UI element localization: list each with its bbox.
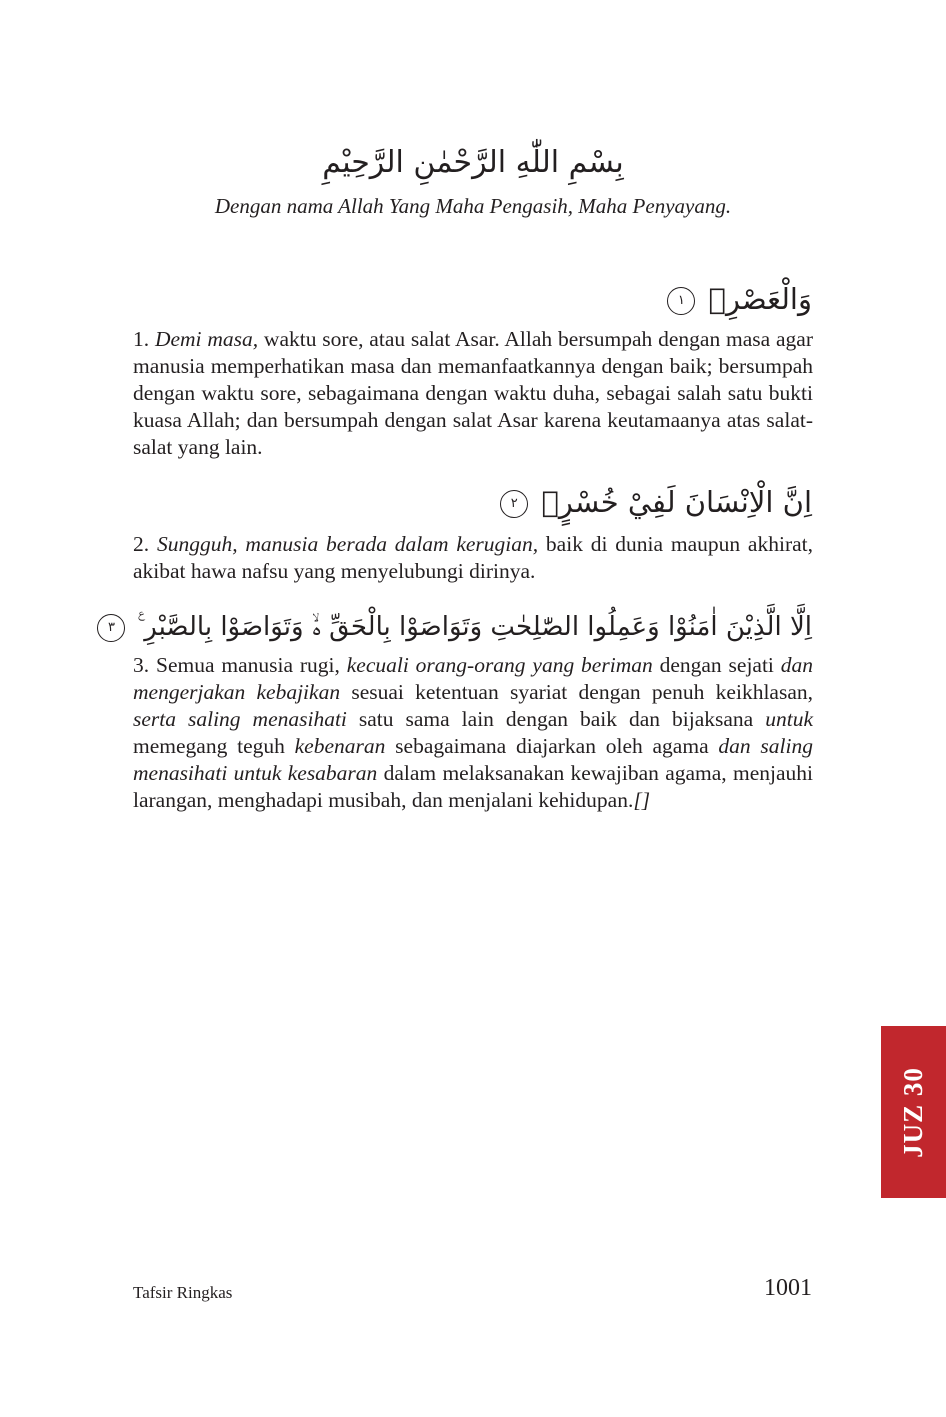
ayah-2-end-marker: ٢ xyxy=(500,490,528,518)
ayah-1-arabic xyxy=(134,275,812,323)
ayah-3-part: serta saling menasihati xyxy=(133,707,347,731)
ayah-3-part: dan saling menasihati untuk kesabaran xyxy=(133,734,813,785)
ayah-3-part: kebenaran xyxy=(294,734,386,758)
ayah-1-part: waktu sore, atau salat Asar. Allah bersumpah dengan masa agar manusia memperhatikan masa dan memanfaatkannya dengan baik; bersumpah dengan waktu sore, sebagaimana dengan waktu duha, sebagai salah satu bukti kuasa Allah; dan bersumpah dengan salat Asar karena keutamaanya atas salat-salat yang lain. xyxy=(133,327,814,459)
ayah-3-part: Semua manusia rugi, xyxy=(155,653,347,677)
ayah-3-part: dengan sejati xyxy=(652,653,781,677)
ayah-2-part: baik di dunia maupun akhirat, akibat hawa nafsu yang menyelubungi dirinya. xyxy=(133,532,814,583)
ayah-3-number: 3. xyxy=(133,653,150,677)
ayah-3-part: kecuali orang-orang yang beriman xyxy=(346,653,653,677)
ayah-1-translation xyxy=(133,326,813,461)
ayah-3-part: sesuai ketentuan syariat dengan penuh keikhlasan, xyxy=(340,680,813,704)
juz-label: JUZ 30 xyxy=(898,1066,929,1158)
ayah-2-arabic xyxy=(134,478,812,526)
ayah-3-arabic xyxy=(107,603,812,651)
ayah-3-arabic-text: اِلَّا الَّذِيْنَ اٰمَنُوْا وَعَمِلُوا الصّٰلِحٰتِ وَتَوَاصَوْا بِالْحَقِّ ەۙ وَتَوَاصَوْا بِالصَّبْرِ ࣖ xyxy=(137,612,812,642)
ayah-2-arabic-text: اِنَّ الْاِنْسَانَ لَفِيْ خُسْرٍۙ xyxy=(541,485,812,519)
ayah-2-part: Sungguh, manusia berada dalam kerugian, xyxy=(156,532,539,556)
ayah-3-end-marker: ٣ xyxy=(97,614,125,642)
ayah-1-arabic-text: وَالْعَصْرِۙ xyxy=(708,282,812,316)
footer-book-title: Tafsir Ringkas xyxy=(133,1283,233,1302)
bismillah-translation: Dengan nama Allah Yang Maha Pengasih, Maha Penyayang. xyxy=(214,194,732,218)
ayah-3-part: [] xyxy=(633,788,651,812)
juz-side-tab xyxy=(881,1026,946,1198)
ayah-3-part: dalam melaksanakan kewajiban agama, menjauhi larangan, menghadapi musibah, dan menjalani kehidupan. xyxy=(133,761,813,812)
ayah-3-part: untuk xyxy=(765,707,813,731)
ayah-3-part: satu sama lain dengan baik dan bijaksana xyxy=(346,707,766,731)
bismillah-arabic: بِسْمِ اللّٰهِ الرَّحْمٰنِ الرَّحِيْمِ xyxy=(322,145,624,180)
ayah-3-translation xyxy=(133,652,813,814)
ayah-2-translation xyxy=(133,531,813,585)
footer-page-number: 1001 xyxy=(764,1275,812,1301)
ayah-2-number: 2. xyxy=(133,532,150,556)
ayah-3-part: dan mengerjakan kebajikan xyxy=(133,653,814,704)
ayah-3-part: memegang teguh xyxy=(133,734,295,758)
ayah-1-part: Demi masa, xyxy=(154,327,259,351)
ayah-1-end-marker: ١ xyxy=(667,287,695,315)
ayah-3-part: sebagaimana diajarkan oleh agama xyxy=(385,734,719,758)
ayah-1-number: 1. xyxy=(133,327,150,351)
